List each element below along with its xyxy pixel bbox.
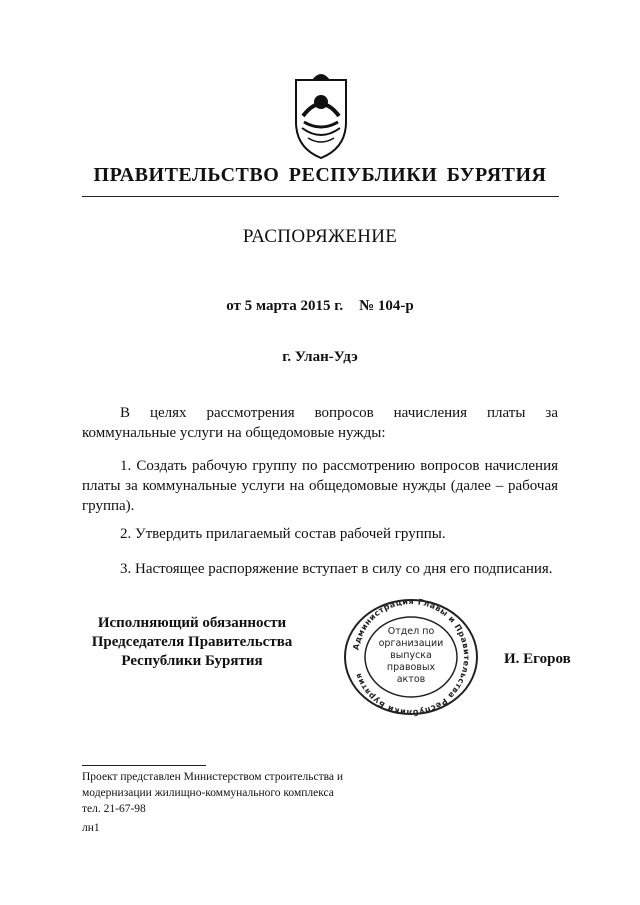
item-3-text: 3. Настоящее распоряжение вступает в силу со дня его подписания. (120, 561, 553, 577)
header-divider (82, 196, 559, 197)
signer-position (82, 614, 302, 671)
stamp-line-3: выпуска (390, 650, 432, 661)
stamp-line-4: правовых (386, 662, 436, 673)
date-number-line (0, 298, 640, 315)
stamp-line-1: Отдел по (387, 626, 435, 637)
footnote-line-1: Проект представлен Министерством строительства и (82, 771, 344, 783)
item-1-text: 1. Создать рабочую группу по рассмотрению вопросов начисления платы за коммунальные услуги на общедомовые нужды (далее – рабочая группа). (82, 458, 558, 514)
stamp-line-5: актов (396, 674, 426, 685)
footnote-line-2: модернизации жилищно-коммунального комплекса (82, 787, 334, 799)
stamp-ring-text: Администрация Главы и Правительства Республики Бурятия (351, 597, 472, 717)
footnote-divider (82, 765, 206, 766)
item-1-paragraph (82, 456, 558, 516)
document-code: лн1 (82, 822, 100, 834)
document-date: от 5 марта 2015 г. (226, 298, 344, 314)
item-2-paragraph (82, 524, 558, 544)
preamble-paragraph (82, 403, 558, 443)
footnote-line-3: тел. 21-67-98 (82, 803, 146, 815)
item-3-paragraph (82, 559, 558, 579)
signer-position-line-2: Председателя Правительства (91, 634, 293, 650)
coat-of-arms-emblem (292, 72, 350, 162)
signer-position-line-3: Республики Бурятия (121, 653, 263, 669)
official-stamp (342, 597, 480, 717)
document-type: РАСПОРЯЖЕНИЕ (242, 226, 398, 247)
preamble-text: В целях рассмотрения вопросов начисления платы за коммунальные услуги на общедомовые нужды: (82, 405, 558, 441)
document-city: г. Улан-Удэ (282, 349, 358, 365)
item-2-text: 2. Утвердить прилагаемый состав рабочей группы. (120, 526, 446, 542)
stamp-line-2: организации (378, 638, 444, 649)
footnote (82, 769, 343, 817)
signer-position-line-1: Исполняющий обязанности (97, 615, 287, 631)
signer-name: И. Егоров (504, 651, 571, 667)
organization-title: ПРАВИТЕЛЬСТВО РЕСПУБЛИКИ БУРЯТИЯ (93, 164, 547, 186)
document-number: № 104-р (359, 298, 414, 314)
